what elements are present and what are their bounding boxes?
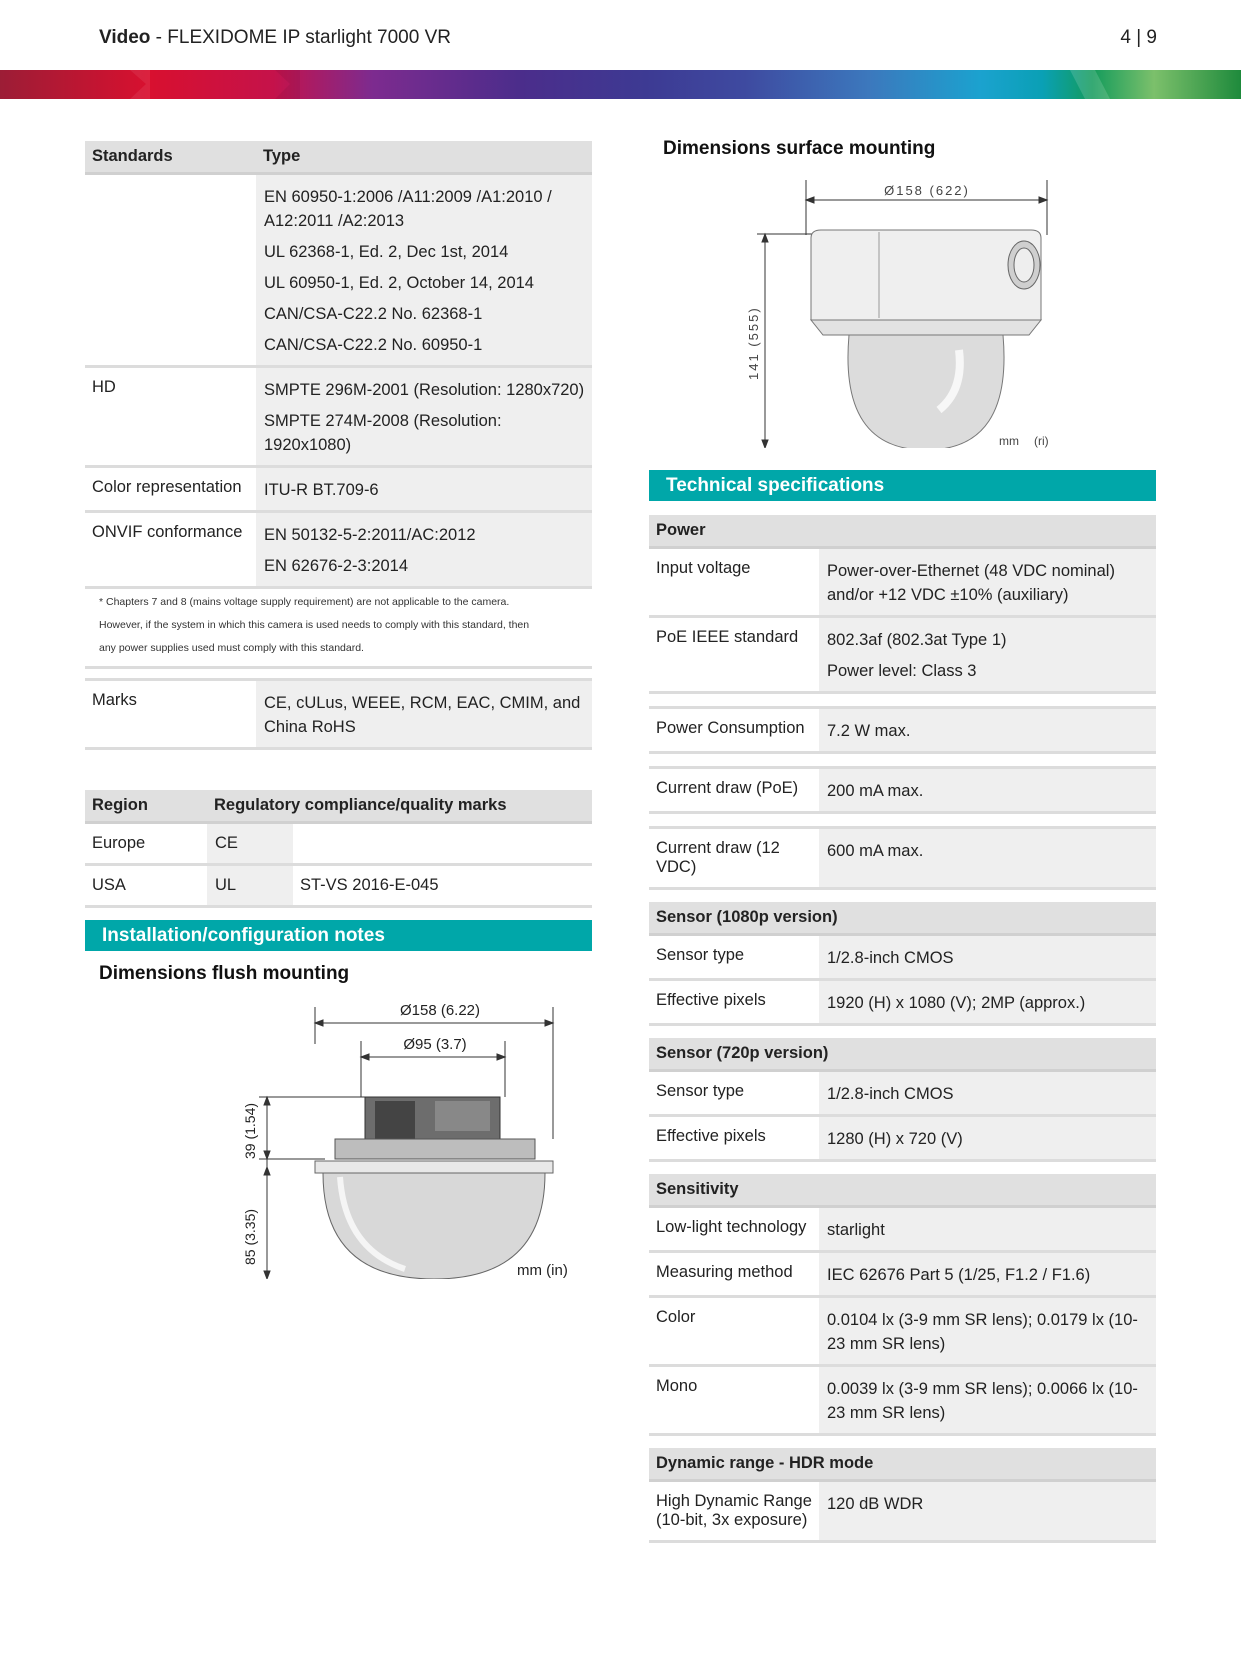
table-header: Region — [85, 790, 207, 823]
spec-key: Mono — [649, 1366, 819, 1435]
document-title: Video - FLEXIDOME IP starlight 7000 VR — [99, 27, 451, 48]
spec-key: Effective pixels — [649, 980, 819, 1025]
table-header: Standards — [85, 141, 256, 174]
table-row — [649, 1116, 1156, 1161]
surface-unit-label: mm — [999, 434, 1019, 448]
table-row: EN 60950-1:2006 /A11:2009 /A1:2010 / A12:2011 /A2:2013 UL 62368-1, Ed. 2, Dec 1st, 2014 UL 60950-1, Ed. 2, October 14, 2014 CAN/CSA-C22.2 No. 62368-1 CAN/CSA-C22.2 No. 60950-1 — [85, 174, 592, 367]
table-row — [649, 935, 1156, 980]
table-row — [649, 1207, 1156, 1252]
spec-key: High Dynamic Range (10-bit, 3x exposure) — [649, 1481, 819, 1542]
spec-value: starlight — [827, 1221, 885, 1239]
spec-value: 1280 (H) x 720 (V) — [827, 1130, 963, 1148]
surface-height: 141 (555) — [746, 306, 761, 380]
section-banner: Installation/configuration notes — [85, 920, 592, 951]
standards-table — [85, 141, 592, 750]
surface-mount-drawing — [729, 160, 1149, 448]
region-table — [85, 790, 592, 908]
table-row — [649, 1252, 1156, 1297]
table-row — [649, 708, 1156, 753]
spec-key: Current draw (PoE) — [649, 768, 819, 813]
color-band — [0, 70, 1241, 99]
spec-table — [649, 706, 1156, 754]
section-title: Dimensions flush mounting — [99, 963, 350, 984]
spec-table — [649, 826, 1156, 890]
spec-key: Low-light technology — [649, 1207, 819, 1252]
spec-table — [649, 515, 1156, 694]
table-header: Regulatory compliance/quality marks — [207, 790, 592, 823]
section-header: Sensor (1080p version) — [649, 902, 1156, 935]
spec-key: Color — [649, 1297, 819, 1366]
spec-value: 0.0039 lx (3-9 mm SR lens); 0.0066 lx (10-23 mm SR lens) — [827, 1380, 1138, 1422]
spec-key: PoE IEEE standard — [649, 617, 819, 693]
table-row — [649, 1366, 1156, 1435]
spec-table — [649, 1448, 1156, 1543]
tech-specs — [649, 501, 1156, 1543]
spec-value: 7.2 W max. — [827, 722, 911, 740]
spec-value: IEC 62676 Part 5 (1/25, F1.2 / F1.6) — [827, 1266, 1091, 1284]
table-row: Europe CE — [85, 823, 592, 865]
footnote: * Chapters 7 and 8 (mains voltage supply requirement) are not applicable to the camera. However, if the system in which this camera is used needs to comply with this standard, then any power supplies used must comply with this standard. — [99, 596, 530, 654]
table-row: Color representation ITU-R BT.709-6 — [85, 467, 592, 512]
spec-value: Power-over-Ethernet (48 VDC nominal) and/or +12 VDC ±10% (auxiliary) — [827, 562, 1115, 604]
flush-outer-diameter: Ø158 (6.22) — [399, 1002, 481, 1019]
section-header: Sensor (720p version) — [649, 1038, 1156, 1071]
flush-top-height: 39 (1.54) — [242, 1102, 258, 1159]
spec-value: 0.0104 lx (3-9 mm SR lens); 0.0179 lx (10-23 mm SR lens) — [827, 1311, 1138, 1353]
right-column — [649, 138, 1156, 1543]
spec-key: Current draw (12 VDC) — [649, 828, 819, 889]
spec-value: 1920 (H) x 1080 (V); 2MP (approx.) — [827, 994, 1086, 1012]
spec-table — [649, 902, 1156, 1026]
section-header: Dynamic range - HDR mode — [649, 1448, 1156, 1481]
left-column — [85, 141, 592, 1279]
surface-unit-label-alt: (ri) — [1034, 434, 1049, 448]
table-row — [649, 768, 1156, 813]
surface-diameter: Ø158 (622) — [884, 183, 970, 198]
table-row — [649, 1071, 1156, 1116]
table-row: Marks CE, cULus, WEEE, RCM, EAC, CMIM, and China RoHS — [85, 680, 592, 749]
flush-inner-diameter: Ø95 (3.7) — [403, 1036, 467, 1053]
spec-table — [649, 1038, 1156, 1162]
section-banner: Technical specifications — [649, 470, 1156, 501]
spec-value: 1/2.8-inch CMOS — [827, 1085, 954, 1103]
spec-key: Measuring method — [649, 1252, 819, 1297]
spec-value: Power level: Class 3 — [827, 662, 977, 680]
table-row — [649, 1481, 1156, 1542]
spec-key: Input voltage — [649, 548, 819, 617]
table-row — [649, 1297, 1156, 1366]
spec-value: 1/2.8-inch CMOS — [827, 949, 954, 967]
table-row — [649, 617, 1156, 693]
spec-value: 200 mA max. — [827, 782, 924, 800]
spec-key: Sensor type — [649, 935, 819, 980]
section-title: Dimensions surface mounting — [663, 138, 936, 159]
spec-key: Effective pixels — [649, 1116, 819, 1161]
flush-bottom-height: 85 (3.35) — [242, 1208, 258, 1265]
flush-mount-drawing — [155, 989, 575, 1279]
spec-key: Sensor type — [649, 1071, 819, 1116]
spec-key: Power Consumption — [649, 708, 819, 753]
page-number: 4 | 9 — [1120, 27, 1157, 48]
spec-table — [649, 1174, 1156, 1436]
table-row — [649, 828, 1156, 889]
spec-value: 802.3af (802.3at Type 1) — [827, 631, 1007, 649]
table-row — [649, 980, 1156, 1025]
table-header: Type — [256, 141, 592, 174]
table-row: ONVIF conformance EN 50132-5-2:2011/AC:2012 EN 62676-2-3:2014 — [85, 512, 592, 588]
spec-value: 600 mA max. — [827, 842, 924, 860]
table-row: USA UL ST-VS 2016-E-045 — [85, 865, 592, 907]
spec-table — [649, 766, 1156, 814]
spec-value: 120 dB WDR — [827, 1495, 924, 1513]
flush-unit-label: mm (in) — [517, 1262, 568, 1279]
table-row: HD SMPTE 296M-2001 (Resolution: 1280x720) SMPTE 274M-2008 (Resolution: 1920x1080) — [85, 367, 592, 467]
table-row — [649, 548, 1156, 617]
section-header: Power — [649, 515, 1156, 548]
section-header: Sensitivity — [649, 1174, 1156, 1207]
